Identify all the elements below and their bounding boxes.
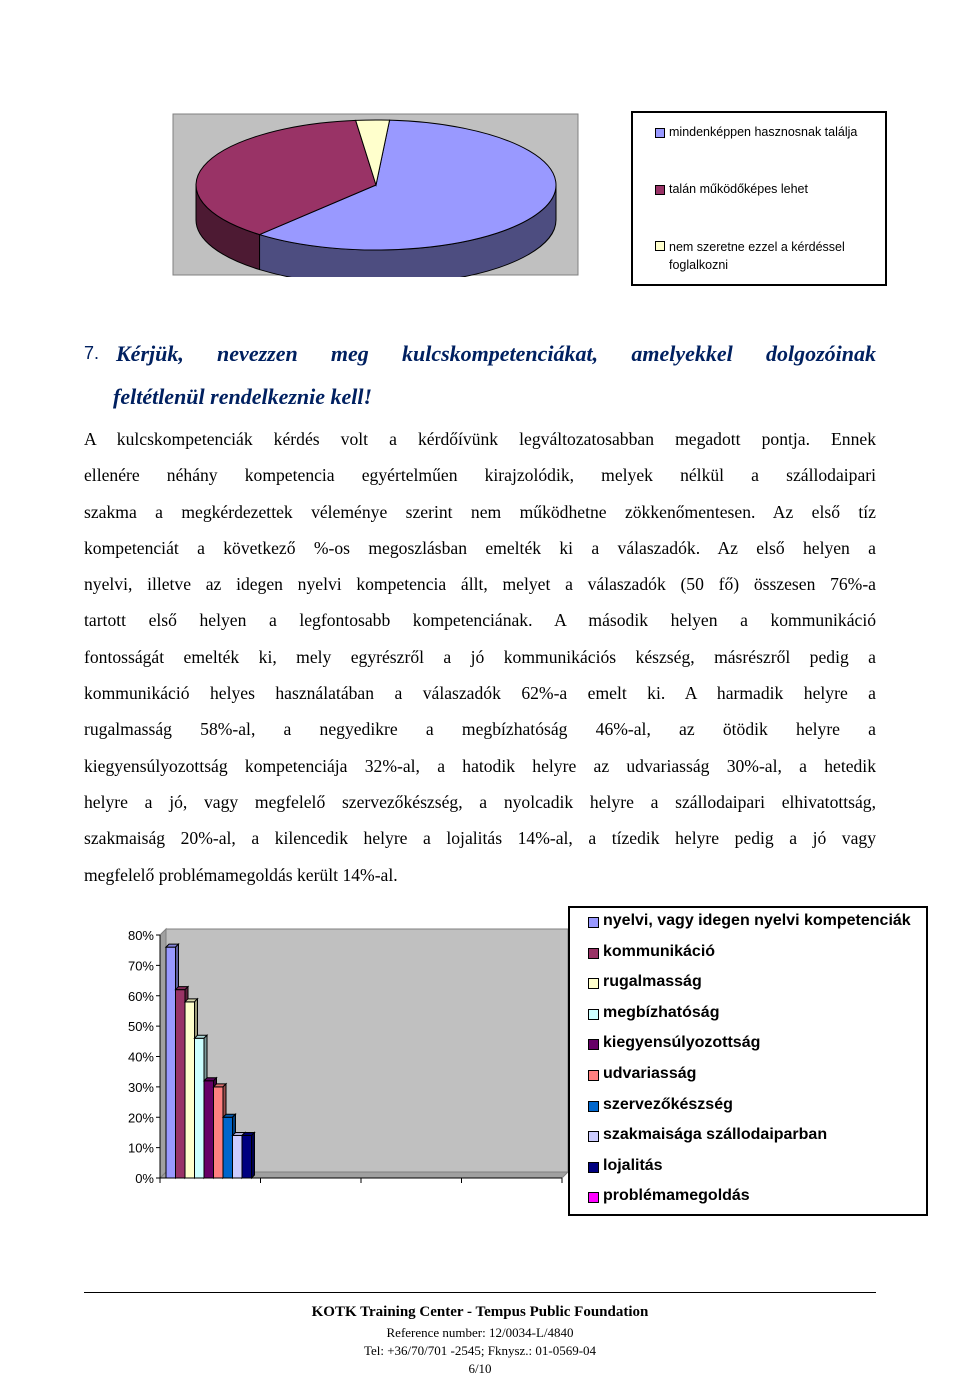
- y-tick-label: 20%: [127, 1110, 154, 1126]
- paragraph-line: szakmaiság 20%-al, a kilencedik helyre a lojalitás 14%-al, a tízedik helyre pedig a jó vagy: [84, 828, 876, 849]
- pie-legend-label: nem szeretne ezzel a kérdéssel: [669, 240, 845, 254]
- paragraph-line: kommunikáció helyes használatában a válaszadók 62%-a emelt ki. A harmadik helyre a: [84, 683, 876, 704]
- bar-legend-label: problémamegoldás: [603, 1187, 750, 1205]
- question-number: 7.: [84, 343, 100, 363]
- bar-legend-label: rugalmasság: [603, 973, 702, 991]
- bar-legend-item: [588, 1187, 750, 1205]
- pie-legend-label: talán működőképes lehet: [669, 182, 808, 196]
- pie-legend: [631, 111, 887, 286]
- bar-chart: [110, 915, 570, 1195]
- legend-swatch: [588, 1131, 599, 1142]
- y-tick-label: 40%: [127, 1049, 154, 1065]
- y-tick-label: 10%: [127, 1140, 154, 1156]
- footer-contact: Tel: +36/70/701 -2545; Fknysz.: 01-0569-04: [363, 1343, 597, 1358]
- y-tick-label: 0%: [135, 1171, 154, 1186]
- pie-legend-item: [655, 125, 857, 139]
- y-tick-label: 70%: [127, 958, 154, 974]
- bar-side-wall: [160, 929, 166, 1178]
- legend-swatch: [588, 948, 599, 959]
- bar-legend-label: megbízhatóság: [603, 1003, 720, 1021]
- footer-reference: Reference number: 12/0034-L/4840: [386, 1325, 574, 1340]
- legend-swatch: [588, 1101, 599, 1112]
- bar: [223, 1117, 233, 1178]
- paragraph-line: A kulcskompetenciák kérdés volt a kérdőívünk legváltozatosabban megadott pontja. Ennek: [84, 429, 876, 449]
- paragraph-line: helyre a jó, vagy megfelelő szervezőkészség, a nyolcadik helyre a szállodaipari elhivatottság,: [84, 791, 876, 812]
- legend-swatch: [588, 917, 599, 928]
- paragraph-line: fontosságát emelték ki, mely egyrészről a jó kommunikációs készség, másrészről pedig a: [84, 646, 876, 667]
- bar: [204, 1081, 214, 1178]
- bar-legend-item: [588, 943, 715, 961]
- legend-swatch: [588, 1009, 599, 1020]
- bar-legend-label: lojalitás: [603, 1156, 663, 1174]
- footer-rule: [84, 1292, 876, 1293]
- bar: [233, 1135, 243, 1178]
- paragraph-line: rugalmasság 58%-al, a negyedikre a megbízhatóság 46%-al, az ötödik helyre a: [84, 719, 876, 740]
- paragraph-line: kiegyensúlyozottság kompetenciája 32%-al, a hatodik helyre az udvariasság 30%-al, a hetedik: [84, 755, 876, 776]
- bar-side: [252, 1132, 255, 1178]
- paragraph-line: tartott első helyen a legfontosabb kompetenciának. A második helyen a kommunikáció: [84, 610, 876, 631]
- paragraph-line: nyelvi, illetve az idegen nyelvi kompetencia állt, melyet a válaszadók (50 fő) összesen 76%-a: [84, 574, 876, 595]
- bar-legend-item: [588, 1034, 760, 1052]
- legend-swatch: [588, 1192, 599, 1203]
- legend-swatch: [588, 1070, 599, 1081]
- body-paragraph: [84, 421, 876, 893]
- bar-legend-label: kommunikáció: [603, 942, 716, 960]
- pie-legend-item: [655, 182, 808, 196]
- footer-org: KOTK Training Center - Tempus Public Foundation: [311, 1304, 649, 1320]
- bar-legend-item: [588, 1157, 663, 1175]
- bar: [214, 1087, 224, 1178]
- legend-swatch: [655, 185, 665, 195]
- bar-legend-item: [588, 912, 911, 930]
- legend-swatch: [655, 128, 665, 138]
- legend-swatch: [588, 1039, 599, 1050]
- bar-legend-label: szervezőkészség: [603, 1095, 733, 1113]
- bar-legend-item: [588, 1126, 827, 1144]
- bar: [166, 947, 176, 1178]
- bar-legend-label: szakmaisága szállodaiparban: [603, 1126, 828, 1144]
- y-tick-label: 50%: [127, 1019, 154, 1035]
- pie-legend-label: foglalkozni: [669, 258, 729, 272]
- bar: [195, 1038, 205, 1178]
- page-number: 6/10: [468, 1361, 492, 1376]
- bar: [185, 1002, 195, 1178]
- bar: [242, 1135, 252, 1178]
- pie-chart: [172, 113, 580, 277]
- bar-legend-label: kiegyensúlyozottság: [603, 1034, 761, 1052]
- bar-legend-item: [588, 973, 702, 991]
- paragraph-line: szakma a megkérdezettek véleménye szerint nem működhetne zökkenőmentesen. Az első tíz: [84, 501, 876, 522]
- legend-swatch: [588, 978, 599, 989]
- paragraph-line: kompetenciát a következő %-os megoszlásban emelték ki a válaszadók. Az első helyen a: [84, 537, 876, 558]
- bar-legend: [568, 906, 928, 1216]
- question-title-line1: Kérjük, nevezzen meg kulcskompetenciákat, amelyekkel dolgozóinak: [116, 341, 876, 366]
- legend-swatch: [655, 241, 665, 251]
- pie-legend-item: [655, 238, 845, 274]
- paragraph-line: ellenére néhány kompetencia egyértelműen kirajzolódik, melyek nélkül a szállodaipari: [84, 465, 876, 486]
- paragraph-line: megfelelő problémamegoldás került 14%-al.: [84, 864, 398, 885]
- y-tick-label: 60%: [127, 988, 154, 1004]
- pie-legend-label: mindenképpen hasznosnak találja: [669, 125, 858, 139]
- y-tick-label: 80%: [127, 928, 154, 943]
- question-title-line2: feltétlenül rendelkeznie kell!: [113, 384, 373, 409]
- bar-legend-label: udvariasság: [603, 1065, 697, 1082]
- bar-legend-label: nyelvi, vagy idegen nyelvi kompetenciák: [603, 912, 911, 929]
- bar-legend-item: [588, 1004, 719, 1022]
- bar-legend-item: [588, 1096, 733, 1114]
- legend-swatch: [588, 1162, 599, 1173]
- bar-legend-item: [588, 1065, 696, 1083]
- bar: [176, 990, 186, 1178]
- y-tick-label: 30%: [127, 1079, 154, 1095]
